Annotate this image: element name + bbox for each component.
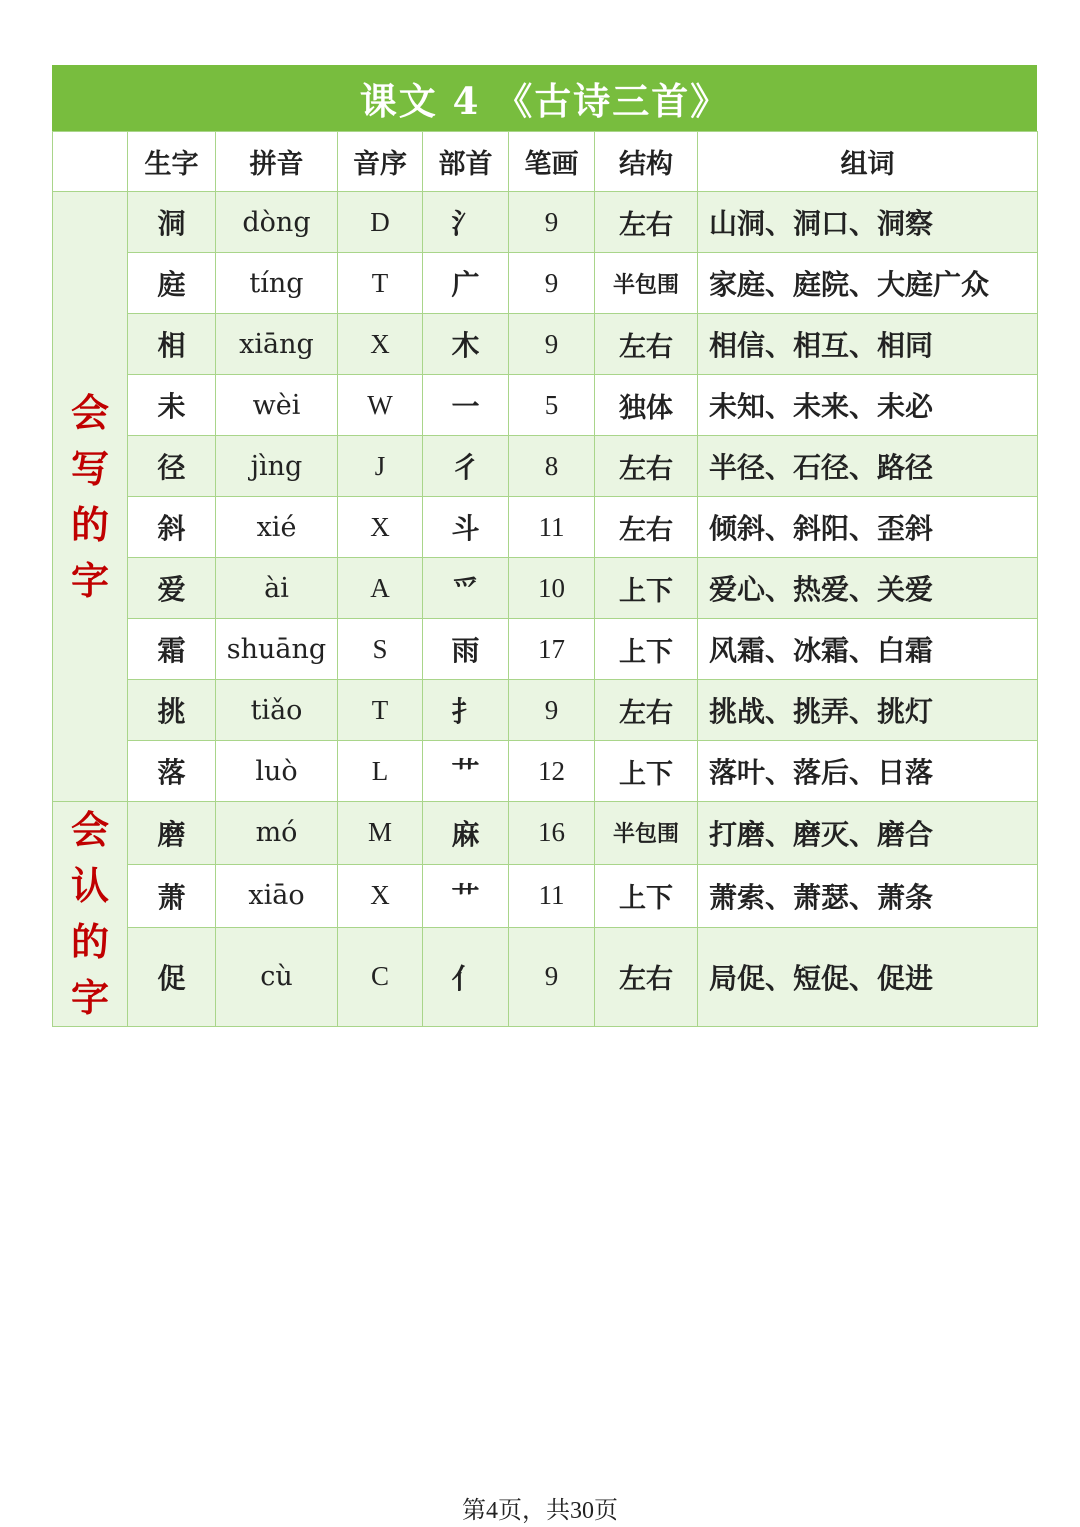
table-row (53, 864, 1038, 927)
structure-cell: 半包围 (595, 253, 698, 314)
table-row (53, 497, 1038, 558)
char-cell: 未 (128, 375, 216, 436)
strokes-cell: 8 (509, 436, 595, 497)
structure-cell: 上下 (595, 864, 698, 927)
letter-cell: X (338, 497, 423, 558)
header-structure: 结构 (595, 132, 698, 192)
table-row (53, 436, 1038, 497)
structure-cell: 左右 (595, 314, 698, 375)
radical-cell: 木 (423, 314, 509, 375)
table-row (53, 741, 1038, 802)
group-label-cell (53, 192, 128, 802)
page-footer: 第4页，共30页 (462, 1498, 618, 1524)
table-header-row (53, 132, 1038, 192)
letter-cell: W (338, 375, 423, 436)
table-row (53, 802, 1038, 865)
char-cell: 挑 (128, 680, 216, 741)
words-cell: 打磨、磨灭、磨合 (698, 802, 1038, 865)
radical-cell: 广 (423, 253, 509, 314)
char-cell: 相 (128, 314, 216, 375)
pinyin-cell: luò (216, 741, 338, 802)
pinyin-cell: ài (216, 558, 338, 619)
strokes-cell: 9 (509, 314, 595, 375)
table-row (53, 314, 1038, 375)
letter-cell: T (338, 680, 423, 741)
strokes-cell: 9 (509, 192, 595, 253)
radical-cell: 扌 (423, 680, 509, 741)
letter-cell: X (338, 314, 423, 375)
structure-cell: 左右 (595, 927, 698, 1026)
strokes-cell: 11 (509, 497, 595, 558)
letter-cell: S (338, 619, 423, 680)
letter-cell: M (338, 802, 423, 865)
header-strokes: 笔画 (509, 132, 595, 192)
letter-cell: A (338, 558, 423, 619)
table-row (53, 619, 1038, 680)
pinyin-cell: xié (216, 497, 338, 558)
pinyin-cell: xiāo (216, 864, 338, 927)
radical-cell: 艹 (423, 741, 509, 802)
strokes-cell: 12 (509, 741, 595, 802)
lesson-title: 课文 4 《古诗三首》 (52, 65, 1037, 131)
radical-cell: 彳 (423, 436, 509, 497)
char-cell: 径 (128, 436, 216, 497)
strokes-cell: 10 (509, 558, 595, 619)
char-cell: 洞 (128, 192, 216, 253)
words-cell: 山洞、洞口、洞察 (698, 192, 1038, 253)
letter-cell: L (338, 741, 423, 802)
strokes-cell: 17 (509, 619, 595, 680)
words-cell: 爱心、热爱、关爱 (698, 558, 1038, 619)
radical-cell: 雨 (423, 619, 509, 680)
structure-cell: 左右 (595, 436, 698, 497)
char-cell: 霜 (128, 619, 216, 680)
char-cell: 斜 (128, 497, 216, 558)
structure-cell: 左右 (595, 680, 698, 741)
table-row (53, 375, 1038, 436)
strokes-cell: 9 (509, 927, 595, 1026)
vocab-table (52, 131, 1038, 1027)
pinyin-cell: xiāng (216, 314, 338, 375)
strokes-cell: 9 (509, 680, 595, 741)
words-cell: 挑战、挑弄、挑灯 (698, 680, 1038, 741)
table-row (53, 192, 1038, 253)
words-cell: 风霜、冰霜、白霜 (698, 619, 1038, 680)
letter-cell: C (338, 927, 423, 1026)
letter-cell: X (338, 864, 423, 927)
structure-cell: 上下 (595, 741, 698, 802)
header-letter: 音序 (338, 132, 423, 192)
letter-cell: T (338, 253, 423, 314)
pinyin-cell: shuāng (216, 619, 338, 680)
words-cell: 相信、相互、相同 (698, 314, 1038, 375)
header-words: 组词 (698, 132, 1038, 192)
pinyin-cell: dòng (216, 192, 338, 253)
table-row (53, 927, 1038, 1026)
words-cell: 倾斜、斜阳、歪斜 (698, 497, 1038, 558)
vocab-sheet (52, 65, 1037, 1027)
group-label: 会认的字 (70, 807, 109, 1020)
pinyin-cell: wèi (216, 375, 338, 436)
structure-cell: 上下 (595, 619, 698, 680)
header-pinyin: 拼音 (216, 132, 338, 192)
radical-cell: 艹 (423, 864, 509, 927)
table-row (53, 558, 1038, 619)
words-cell: 萧索、萧瑟、萧条 (698, 864, 1038, 927)
structure-cell: 独体 (595, 375, 698, 436)
char-cell: 落 (128, 741, 216, 802)
group-label-cell (53, 802, 128, 1027)
radical-cell: 麻 (423, 802, 509, 865)
structure-cell: 上下 (595, 558, 698, 619)
radical-cell: 爫 (423, 558, 509, 619)
structure-cell: 左右 (595, 497, 698, 558)
words-cell: 家庭、庭院、大庭广众 (698, 253, 1038, 314)
words-cell: 未知、未来、未必 (698, 375, 1038, 436)
table-row (53, 680, 1038, 741)
pinyin-cell: jìng (216, 436, 338, 497)
table-body (53, 192, 1038, 1027)
char-cell: 庭 (128, 253, 216, 314)
table-row (53, 253, 1038, 314)
words-cell: 落叶、落后、日落 (698, 741, 1038, 802)
header-blank (53, 132, 128, 192)
strokes-cell: 16 (509, 802, 595, 865)
char-cell: 磨 (128, 802, 216, 865)
pinyin-cell: cù (216, 927, 338, 1026)
structure-cell: 左右 (595, 192, 698, 253)
words-cell: 局促、短促、促进 (698, 927, 1038, 1026)
header-radical: 部首 (423, 132, 509, 192)
radical-cell: 一 (423, 375, 509, 436)
radical-cell: 斗 (423, 497, 509, 558)
words-cell: 半径、石径、路径 (698, 436, 1038, 497)
letter-cell: J (338, 436, 423, 497)
char-cell: 促 (128, 927, 216, 1026)
char-cell: 萧 (128, 864, 216, 927)
letter-cell: D (338, 192, 423, 253)
char-cell: 爱 (128, 558, 216, 619)
header-char: 生字 (128, 132, 216, 192)
pinyin-cell: mó (216, 802, 338, 865)
pinyin-cell: tiǎo (216, 680, 338, 741)
radical-cell: 氵 (423, 192, 509, 253)
group-label: 会写的字 (70, 389, 109, 603)
structure-cell: 半包围 (595, 802, 698, 865)
strokes-cell: 11 (509, 864, 595, 927)
pinyin-cell: tíng (216, 253, 338, 314)
radical-cell: 亻 (423, 927, 509, 1026)
strokes-cell: 5 (509, 375, 595, 436)
strokes-cell: 9 (509, 253, 595, 314)
